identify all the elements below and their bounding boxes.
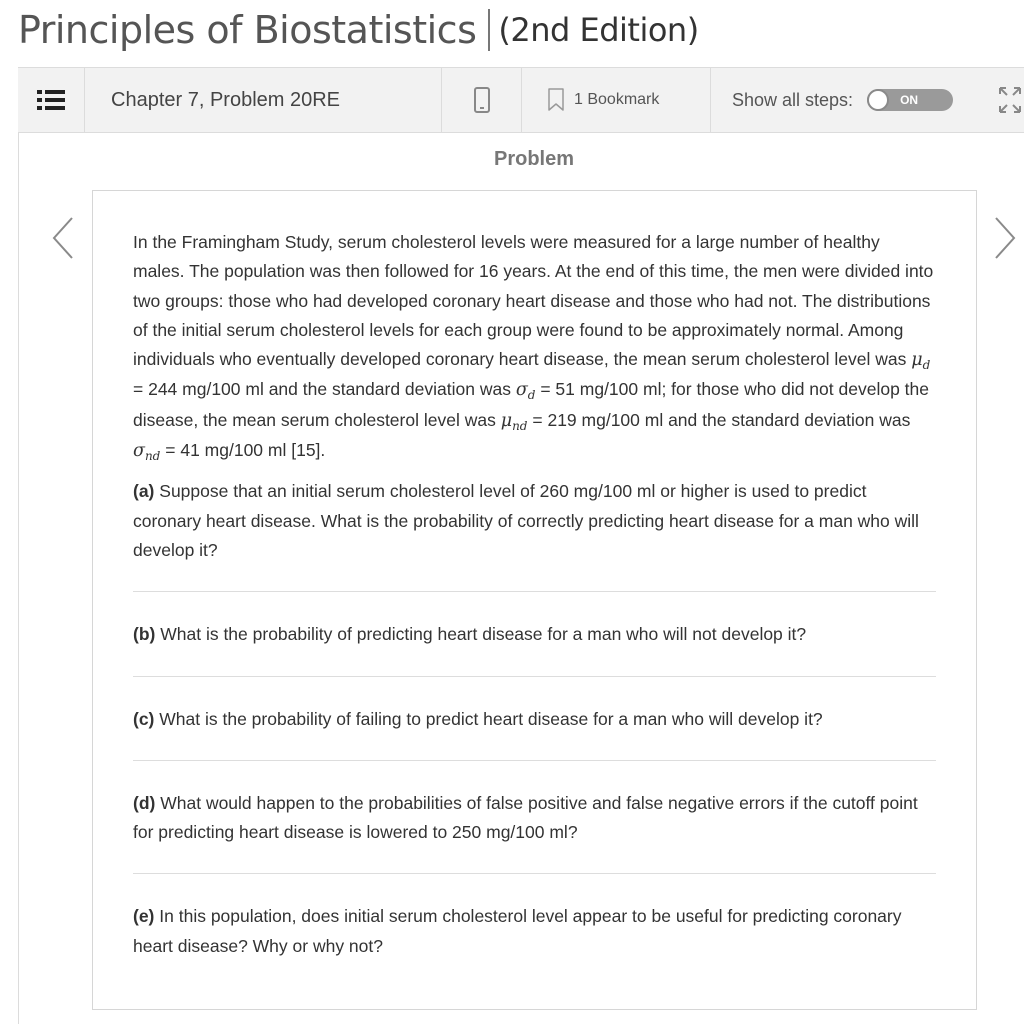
- problem-part-a: [133, 477, 936, 565]
- chevron-right-icon: [990, 214, 1020, 262]
- toggle-knob: [867, 89, 889, 111]
- previous-problem-button[interactable]: [48, 214, 78, 262]
- title-separator: [488, 9, 490, 51]
- part-text: What is the probability of failing to predict heart disease for a man who will develop it?: [159, 708, 823, 729]
- problem-toolbar: [18, 67, 1024, 133]
- mu-d-value: = 244 mg/100 ml and the standard deviation was: [133, 379, 511, 400]
- mu-d-symbol: μ: [911, 350, 923, 371]
- expand-icon: [998, 86, 1022, 114]
- part-text: What would happen to the probabilities of false positive and false negative errors if the cutoff point for predicting heart disease is lowered to 250 mg/100 ml?: [133, 792, 918, 843]
- sigma-d-symbol: σ: [515, 380, 528, 401]
- bookmark-icon: [548, 88, 564, 112]
- book-name: Principles of Biostatistics: [18, 8, 477, 52]
- sigma-d-value: = 51 mg/100 ml; for those who did not develop the disease, the mean serum cholesterol level was: [133, 379, 929, 430]
- mu-d-subscript: d: [922, 358, 931, 373]
- chevron-left-icon: [48, 214, 78, 262]
- show-steps-label: Show all steps:: [732, 89, 854, 110]
- mu-nd-subscript: nd: [512, 418, 528, 433]
- mu-nd-value: = 219 mg/100 ml and the standard deviation was: [532, 409, 911, 430]
- sigma-nd-symbol: σ: [133, 441, 145, 462]
- problem-part-c: [133, 705, 936, 734]
- bookmark-button[interactable]: [522, 68, 711, 132]
- part-text: Suppose that an initial serum cholesterol level of 260 mg/100 ml or higher is used to predict coronary heart disease. What is the probability of correctly predicting heart disease for a man who will develop it?: [133, 481, 919, 560]
- part-divider: [133, 760, 936, 761]
- problem-part-d: [133, 789, 936, 848]
- show-steps-toggle[interactable]: [867, 89, 953, 111]
- book-edition: (2nd Edition): [498, 11, 699, 49]
- section-heading: Problem: [493, 148, 575, 170]
- problem-intro: [133, 228, 936, 466]
- part-label: (a): [133, 481, 155, 502]
- part-label: (e): [133, 906, 155, 927]
- expand-button[interactable]: [973, 68, 1024, 132]
- part-label: (d): [133, 792, 156, 813]
- problem-card: [92, 190, 977, 1010]
- part-divider: [133, 873, 936, 874]
- part-divider: [133, 591, 936, 592]
- menu-button[interactable]: [18, 68, 85, 132]
- list-menu-icon: [37, 89, 65, 111]
- part-text: In this population, does initial serum cholesterol level appear to be useful for predicting coronary heart disease? Why or why not?: [133, 906, 902, 956]
- toggle-state: ON: [900, 93, 919, 107]
- mobile-view-button[interactable]: [442, 68, 522, 132]
- sigma-d-subscript: d: [527, 388, 536, 403]
- sigma-nd-subscript: nd: [144, 449, 161, 464]
- part-divider: [133, 676, 936, 677]
- bookmark-count: 1 Bookmark: [574, 91, 660, 108]
- next-problem-button[interactable]: [990, 214, 1020, 262]
- part-text: What is the probability of predicting heart disease for a man who will not develop it?: [160, 624, 807, 645]
- mobile-device-icon: [474, 87, 490, 113]
- intro-text: In the Framingham Study, serum cholesterol levels were measured for a large number of healthy males. The population was then followed for 16 years. At the end of this time, the men were divided into two groups: those who had developed coronary heart disease and those who had not. The distributions of the initial serum cholesterol levels for each group were found to be approximately normal. Among individuals who eventually developed coronary heart disease, the mean serum cholesterol level was: [133, 232, 934, 370]
- mu-nd-symbol: μ: [500, 410, 513, 431]
- part-label: (b): [133, 624, 156, 645]
- sigma-nd-value: = 41 mg/100 ml [15].: [165, 440, 326, 461]
- chapter-problem-label: [85, 68, 442, 132]
- problem-part-b: [133, 620, 936, 649]
- problem-content: [133, 228, 936, 961]
- part-label: (c): [133, 708, 155, 729]
- content-left-border: [18, 133, 19, 1024]
- chapter-problem-text: Chapter 7, Problem 20RE: [111, 88, 341, 111]
- show-steps-control: [711, 68, 973, 132]
- book-title: [18, 4, 699, 56]
- problem-part-e: [133, 902, 936, 961]
